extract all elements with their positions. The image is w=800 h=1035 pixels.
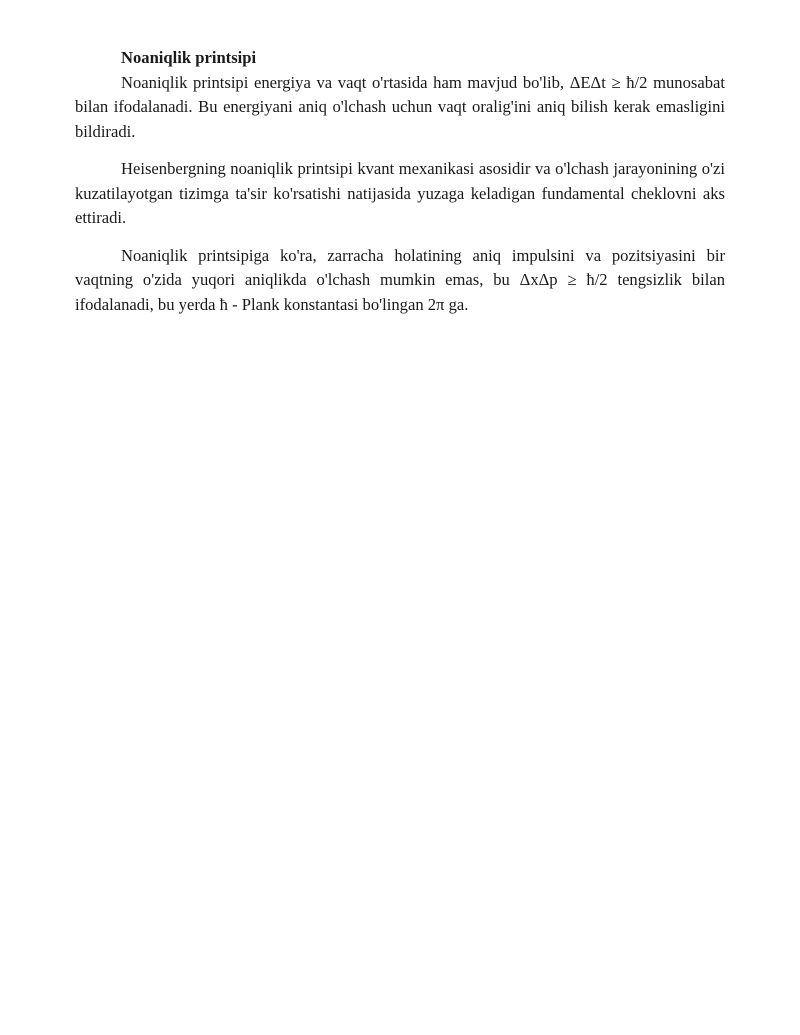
paragraph-energy-time: Noaniqlik printsipi energiya va vaqt o'rtasida ham mavjud bo'lib, ΔEΔt ≥ ħ/2 munosabat bilan ifodalanadi. Bu energiyani aniq o'lchash uchun vaqt oralig'ini aniq bilish kerak emasligini bildiradi. [75, 72, 725, 141]
document-body [75, 46, 725, 317]
section-heading: Noaniqlik printsipi [121, 48, 257, 67]
paragraph-position-momentum: Noaniqlik printsipiga ko'ra, zarracha holatining aniq impulsini va pozitsiyasini bir vaqtning o'zida yuqori aniqlikda o'lchash mumkin emas, bu ΔxΔp ≥ ħ/2 tengsizlik bilan ifodalanadi, bu yerda ħ - Plank konstantasi bo'lingan 2π ga. [75, 245, 725, 314]
paragraph-heisenberg: Heisenbergning noaniqlik printsipi kvant mexanikasi asosidir va o'lchash jarayonining o'zi kuzatilayotgan tizimga ta'sir ko'rsatishi natijasida yuzaga keladigan fundamental cheklovni aks ettiradi. [75, 159, 725, 227]
